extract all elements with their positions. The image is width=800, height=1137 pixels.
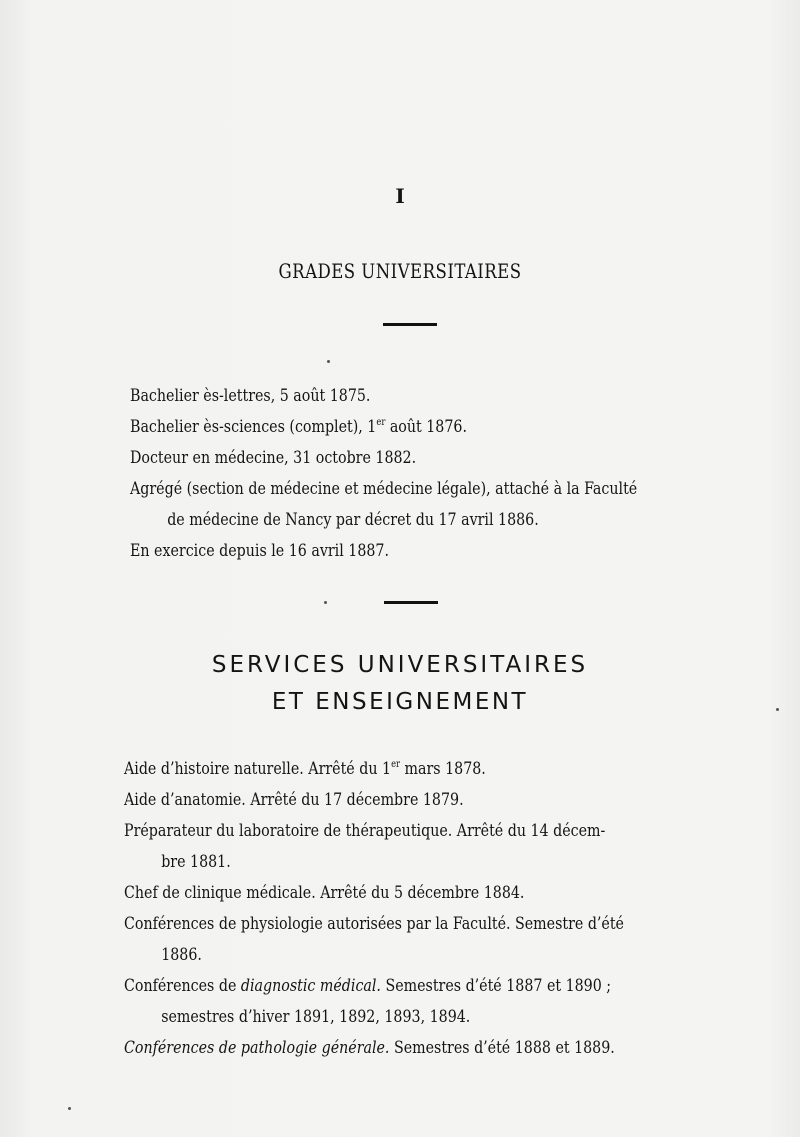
service-entry: Conférences de physiologie autorisées par la Faculté. Semestre d’été bbox=[124, 914, 624, 934]
section-title-grades: GRADES UNIVERSITAIRES bbox=[278, 259, 522, 283]
service-entry-continuation: bre 1881. bbox=[161, 852, 231, 872]
section-subtitle-enseignement: ET ENSEIGNEMENT bbox=[271, 689, 529, 715]
paper-fleck bbox=[324, 601, 327, 604]
paper-fleck bbox=[68, 1107, 71, 1110]
service-entry-continuation: 1886. bbox=[161, 945, 202, 965]
service-entry: Conférences de diagnostic médical. Semestres d’été 1887 et 1890 ; bbox=[124, 976, 612, 996]
service-entry: Conférences de pathologie générale. Semestres d’été 1888 et 1889. bbox=[124, 1038, 615, 1058]
section-divider bbox=[383, 323, 437, 326]
grade-entry: Agrégé (section de médecine et médecine légale), attaché à la Faculté bbox=[130, 479, 638, 499]
service-entry: Préparateur du laboratoire de thérapeutique. Arrêté du 14 décem- bbox=[124, 821, 606, 841]
section-title-services: SERVICES UNIVERSITAIRES bbox=[211, 652, 589, 678]
grade-entry-continuation: de médecine de Nancy par décret du 17 avril 1886. bbox=[167, 510, 539, 530]
section-divider bbox=[384, 601, 438, 604]
grade-entry: Bachelier ès-sciences (complet), 1er août 1876. bbox=[130, 417, 467, 437]
services-list bbox=[124, 754, 704, 1064]
service-entry: Chef de clinique médicale. Arrêté du 5 décembre 1884. bbox=[124, 883, 525, 903]
service-entry: Aide d’histoire naturelle. Arrêté du 1er mars 1878. bbox=[124, 759, 486, 779]
chapter-number: I bbox=[395, 184, 405, 208]
grades-list bbox=[130, 381, 690, 567]
service-entry: Aide d’anatomie. Arrêté du 17 décembre 1879. bbox=[124, 790, 464, 810]
grade-entry: En exercice depuis le 16 avril 1887. bbox=[130, 541, 389, 561]
service-entry-continuation: semestres d’hiver 1891, 1892, 1893, 1894. bbox=[161, 1007, 471, 1027]
grade-entry: Docteur en médecine, 31 octobre 1882. bbox=[130, 448, 417, 468]
paper-fleck bbox=[776, 708, 779, 711]
paper-fleck bbox=[327, 360, 330, 363]
grade-entry: Bachelier ès-lettres, 5 août 1875. bbox=[130, 386, 371, 406]
